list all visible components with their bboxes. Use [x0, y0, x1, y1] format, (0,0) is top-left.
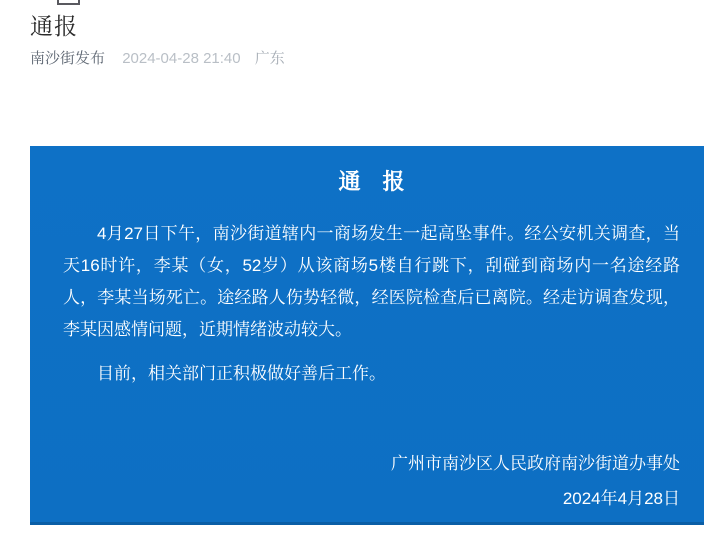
notice-paragraph-2: 目前，相关部门正积极做好善后工作。: [97, 364, 386, 383]
page-title: 通报: [30, 13, 78, 39]
notice-date: 2024年4月28日: [562, 489, 680, 508]
publisher-name: 南沙街发布: [30, 50, 106, 67]
clipped-glyph: [57, 0, 80, 5]
notice-card: [30, 146, 704, 525]
article-meta: [30, 50, 285, 68]
publish-timestamp: 2024-04-28 21:40: [122, 50, 241, 67]
publish-location: 广东: [254, 50, 285, 67]
notice-paragraph-1: 4月27日下午，南沙街道辖内一商场发生一起高坠事件。经公安机关调查，当天16时许，李某（女，52岁）从该商场5楼自行跳下，刮碰到商场内一名途经路人，李某当场死亡。途经路人伤势轻微，经医院检查后已离院。经走访调查发现，李某因感情问题，近期情绪波动较大。: [63, 224, 680, 339]
notice-signature: 广州市南沙区人民政府南沙街道办事处: [391, 454, 680, 473]
notice-title: 通 报: [338, 169, 405, 194]
